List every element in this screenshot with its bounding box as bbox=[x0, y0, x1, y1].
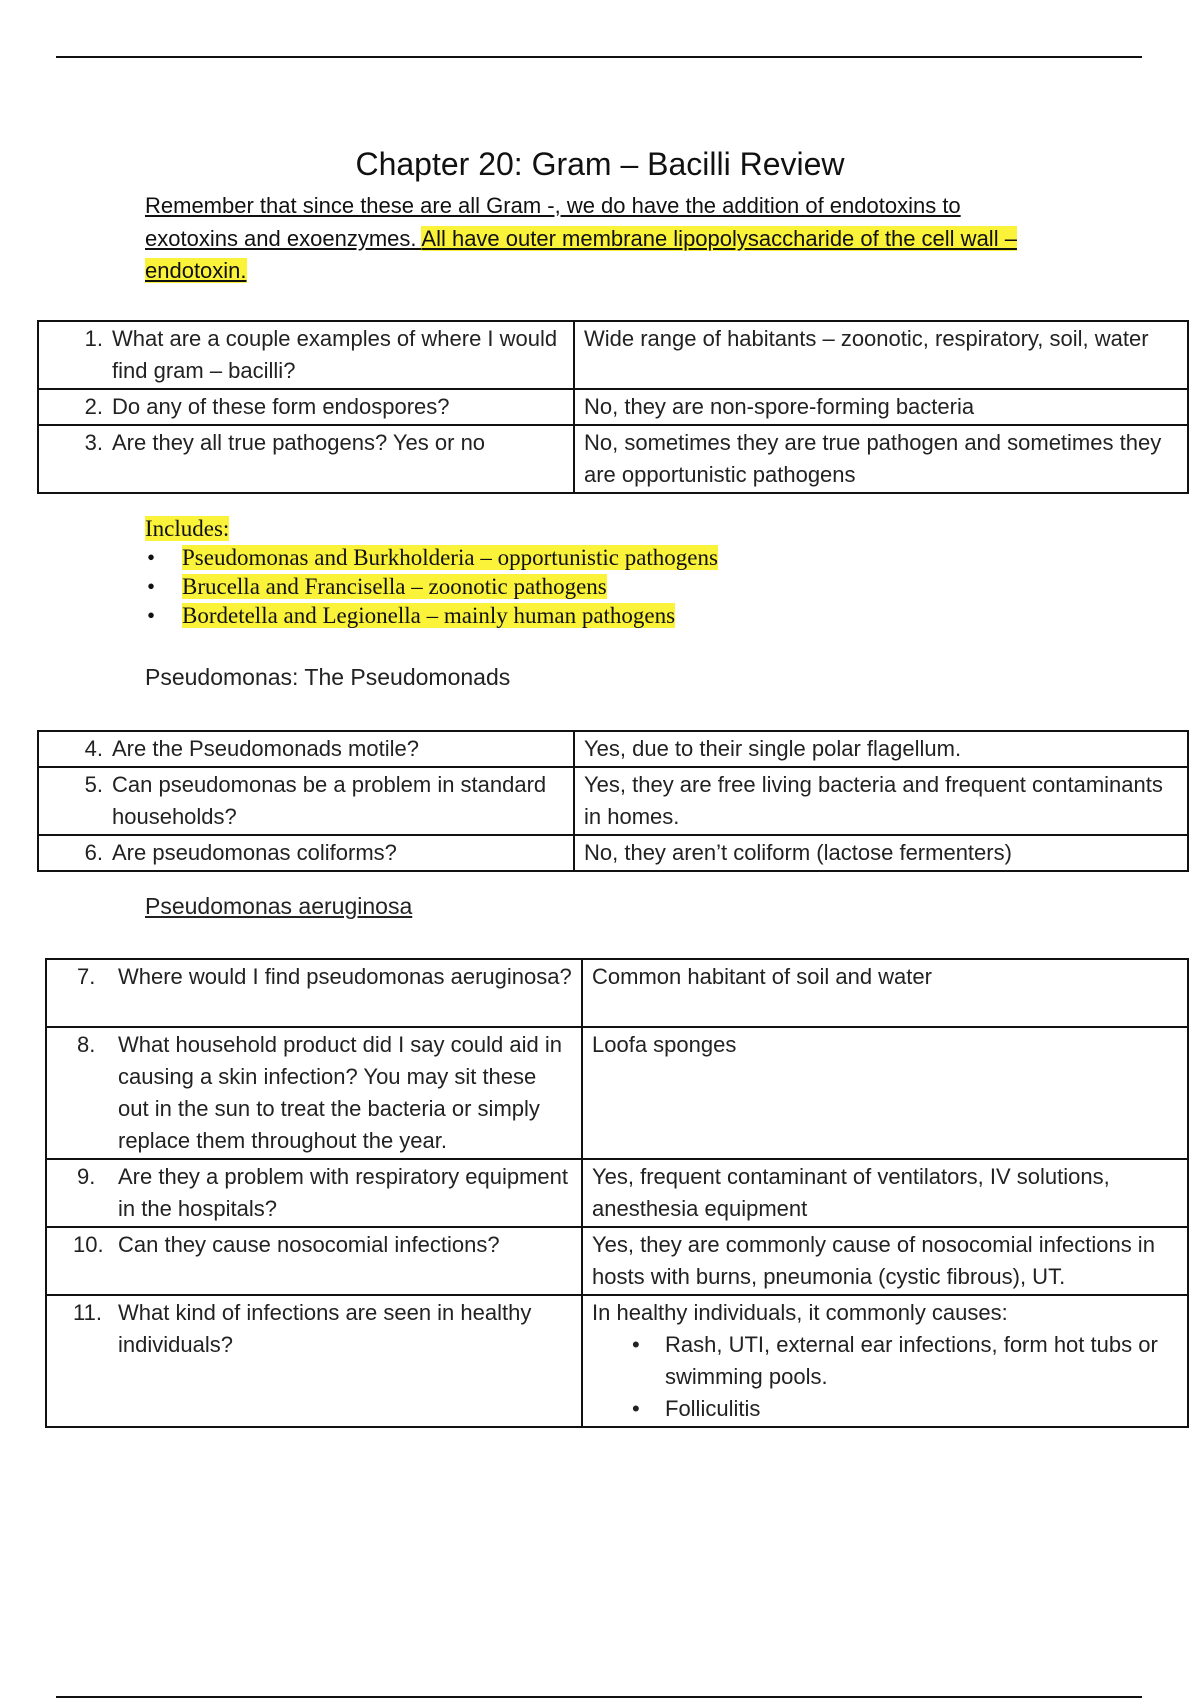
question-cell bbox=[38, 731, 574, 767]
question-number: 6. bbox=[84, 840, 103, 865]
answer-text: In healthy individuals, it commonly causes: bbox=[592, 1300, 1008, 1325]
list-item-text: Brucella and Francisella – zoonotic pathogens bbox=[182, 574, 607, 599]
answer-cell: Yes, they are free living bacteria and frequent contaminants in homes. bbox=[574, 767, 1188, 835]
question-cell bbox=[46, 1159, 582, 1227]
question-number: 11. bbox=[73, 1300, 102, 1325]
question-text: Can pseudomonas be a problem in standard households? bbox=[112, 772, 547, 829]
question-cell bbox=[38, 425, 574, 493]
question-text: Do any of these form endospores? bbox=[112, 394, 450, 419]
answer-bullet-list bbox=[592, 1329, 1178, 1425]
question-cell bbox=[38, 767, 574, 835]
question-number: 4. bbox=[84, 736, 103, 761]
qa-table-pseudomonads bbox=[37, 730, 1189, 872]
intro-highlight: All have outer membrane lipopolysaccharide of the cell wall – endotoxin. bbox=[145, 225, 1017, 283]
question-number: 3. bbox=[84, 430, 103, 455]
answer-cell: Loofa sponges bbox=[582, 1027, 1188, 1159]
table-row bbox=[38, 425, 1188, 493]
page-title: Chapter 20: Gram – Bacilli Review bbox=[355, 146, 845, 182]
list-item-text: Bordetella and Legionella – mainly human pathogens bbox=[182, 603, 676, 628]
answer-cell: Yes, frequent contaminant of ventilators, IV solutions, anesthesia equipment bbox=[582, 1159, 1188, 1227]
question-number: 9. bbox=[77, 1164, 96, 1189]
table-row bbox=[38, 389, 1188, 425]
qa-table-general bbox=[37, 320, 1189, 494]
question-number: 5. bbox=[84, 772, 103, 797]
includes-block bbox=[145, 514, 718, 630]
table-row bbox=[46, 1159, 1188, 1227]
question-number: 8. bbox=[77, 1032, 96, 1057]
bottom-rule bbox=[56, 1696, 1142, 1698]
question-text: Are they a problem with respiratory equipment in the hospitals? bbox=[118, 1164, 568, 1221]
top-rule bbox=[56, 56, 1142, 58]
intro-text: Remember that since these are all Gram -, we do have the addition of endotoxins to exotoxins and exoenzymes. bbox=[145, 193, 961, 251]
list-item: • Rash, UTI, external ear infections, form hot tubs or swimming pools. bbox=[592, 1329, 1178, 1393]
table-row bbox=[38, 767, 1188, 835]
question-cell bbox=[46, 1227, 582, 1295]
question-text: Where would I find pseudomonas aeruginosa? bbox=[118, 964, 572, 989]
intro-paragraph bbox=[145, 190, 1045, 288]
question-text: What are a couple examples of where I would find gram – bacilli? bbox=[112, 326, 558, 383]
question-number: 10. bbox=[73, 1232, 104, 1257]
table-row bbox=[38, 731, 1188, 767]
list-item bbox=[145, 572, 718, 601]
question-cell bbox=[46, 959, 582, 1027]
question-number: 2. bbox=[84, 394, 103, 419]
question-cell bbox=[46, 1027, 582, 1159]
table-row bbox=[46, 959, 1188, 1027]
list-item bbox=[145, 601, 718, 630]
section-heading-pseudomonads: Pseudomonas: The Pseudomonads bbox=[145, 664, 511, 690]
list-item: • Folliculitis bbox=[592, 1393, 1178, 1425]
section-heading-aeruginosa: Pseudomonas aeruginosa bbox=[145, 893, 413, 919]
question-text: What household product did I say could aid in causing a skin infection? You may sit these out in the sun to treat the bacteria or simply replace them throughout the year. bbox=[118, 1032, 562, 1153]
answer-cell: No, sometimes they are true pathogen and sometimes they are opportunistic pathogens bbox=[574, 425, 1188, 493]
question-text: Are pseudomonas coliforms? bbox=[112, 840, 397, 865]
question-cell bbox=[38, 835, 574, 871]
answer-cell: Yes, they are commonly cause of nosocomial infections in hosts with burns, pneumonia (cystic fibrous), UT. bbox=[582, 1227, 1188, 1295]
question-text: Can they cause nosocomial infections? bbox=[118, 1232, 500, 1257]
table-row bbox=[46, 1027, 1188, 1159]
answer-cell: No, they aren’t coliform (lactose fermenters) bbox=[574, 835, 1188, 871]
answer-cell bbox=[582, 1295, 1188, 1427]
question-cell bbox=[46, 1295, 582, 1427]
answer-cell: Yes, due to their single polar flagellum. bbox=[574, 731, 1188, 767]
includes-list bbox=[145, 543, 718, 630]
table-row bbox=[46, 1295, 1188, 1427]
question-cell bbox=[38, 389, 574, 425]
includes-label: Includes: bbox=[145, 516, 230, 541]
question-cell bbox=[38, 321, 574, 389]
list-item bbox=[145, 543, 718, 572]
answer-cell: Common habitant of soil and water bbox=[582, 959, 1188, 1027]
table-row bbox=[38, 321, 1188, 389]
table-row bbox=[38, 835, 1188, 871]
table-row bbox=[46, 1227, 1188, 1295]
question-text: What kind of infections are seen in healthy individuals? bbox=[118, 1300, 532, 1357]
answer-cell: Wide range of habitants – zoonotic, respiratory, soil, water bbox=[574, 321, 1188, 389]
question-text: Are the Pseudomonads motile? bbox=[112, 736, 419, 761]
list-item-text: Pseudomonas and Burkholderia – opportunistic pathogens bbox=[182, 545, 718, 570]
question-number: 1. bbox=[84, 326, 103, 351]
question-number: 7. bbox=[77, 964, 96, 989]
question-text: Are they all true pathogens? Yes or no bbox=[112, 430, 486, 455]
qa-table-aeruginosa bbox=[45, 958, 1189, 1428]
answer-cell: No, they are non-spore-forming bacteria bbox=[574, 389, 1188, 425]
